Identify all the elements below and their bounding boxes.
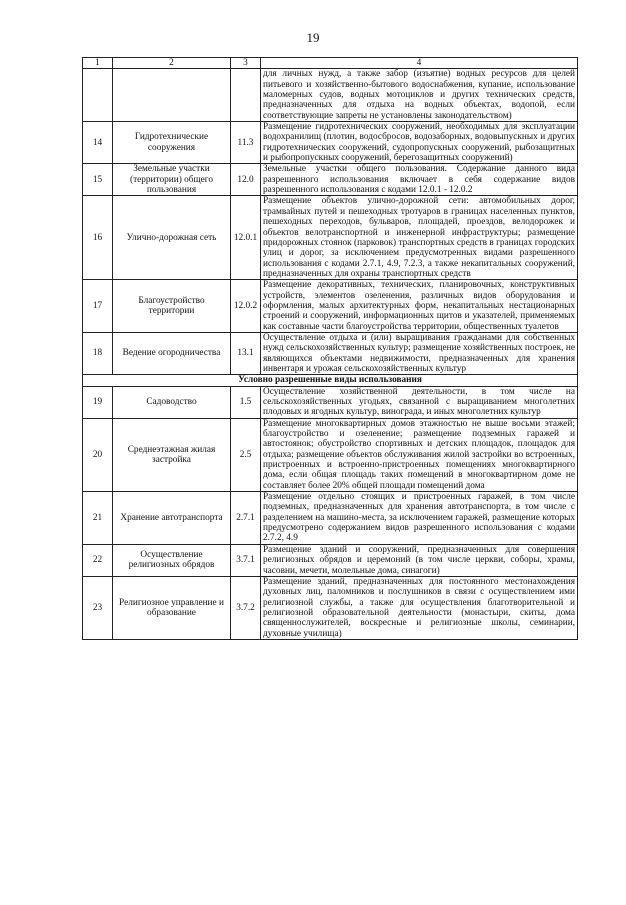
- use-code: 11.3: [231, 122, 261, 164]
- use-code: 12.0.1: [231, 196, 261, 280]
- use-code: 2.7.1: [231, 492, 261, 545]
- section-title: Условно разрешенные виды использования: [83, 375, 578, 386]
- use-name: Садоводство: [113, 386, 231, 418]
- row-number: 20: [83, 418, 113, 491]
- use-description: Размещение зданий, предназначенных для постоянного местонахождения духовных лиц, паломников и послушников в связи с осуществлением ими религиозной службы, а также для осуществления благотворительной и религиозной образовательной деятельности (монастыри, скиты, дома священнослужителей, воскресные и религиозные школы, семинарии, духовные училища): [261, 576, 578, 639]
- column-header-3: 3: [231, 58, 261, 69]
- use-name: Хранение автотранспорта: [113, 492, 231, 545]
- use-description: Осуществление хозяйственной деятельности, в том числе на сельскохозяйственных угодьях, связанной с выращиванием многолетних плодовых и ягодных культур, винограда, и иных многолетних культур: [261, 386, 578, 418]
- use-code: 3.7.2: [231, 576, 261, 639]
- row-number: [83, 69, 113, 122]
- use-name: Гидротехнические сооружения: [113, 122, 231, 164]
- use-name: Религиозное управление и образование: [113, 576, 231, 639]
- row-number: 22: [83, 544, 113, 576]
- use-code: 12.0: [231, 164, 261, 196]
- use-code: 1.5: [231, 386, 261, 418]
- use-description: Осуществление отдыха и (или) выращивания гражданами для собственных нужд сельскохозяйственных культур; размещение хозяйственных построек, не являющихся объектами недвижимости, предназначенных для хранения инвентаря и урожая сельскохозяйственных культур: [261, 332, 578, 374]
- use-code: 2.5: [231, 418, 261, 491]
- row-number: 16: [83, 196, 113, 280]
- use-code: 12.0.2: [231, 280, 261, 333]
- use-name: Улично-дорожная сеть: [113, 196, 231, 280]
- use-code: [231, 69, 261, 122]
- use-code: 3.7.1: [231, 544, 261, 576]
- table-row: [83, 492, 578, 545]
- use-name: [113, 69, 231, 122]
- row-number: 19: [83, 386, 113, 418]
- table-row: [83, 576, 578, 639]
- use-code: 13.1: [231, 332, 261, 374]
- use-description: Размещение декоративных, технических, планировочных, конструктивных устройств, элементов озеленения, различных видов оборудования и оформления, малых архитектурных форм, некапитальных нестационарных строений и сооружений, информационных щитов и указателей, применяемых как составные части благоустройства территории, общественных туалетов: [261, 280, 578, 333]
- row-number: 15: [83, 164, 113, 196]
- column-header-2: 2: [113, 58, 231, 69]
- table-row: [83, 164, 578, 196]
- use-description: Размещение объектов улично-дорожной сети: автомобильных дорог, трамвайных путей и пешеходных тротуаров в границах населенных пунктов, пешеходных переходов, бульваров, площадей, проездов, велодорожек и объектов велотранспортной и инженерной инфраструктуры; размещение придорожных стоянок (парковок) транспортных средств в границах городских улиц и дорог, за исключением предусмотренных видами разрешенного использования с кодами 2.7.1, 4.9, 7.2.3, а также некапитальных сооружений, предназначенных для охраны транспортных средств: [261, 196, 578, 280]
- use-description: Размещение зданий и сооружений, предназначенных для совершения религиозных обрядов и церемоний (в том числе церкви, соборы, храмы, часовни, мечети, молельные дома, синагоги): [261, 544, 578, 576]
- table-row: [83, 418, 578, 491]
- section-header-row: [83, 375, 578, 386]
- table-row: [83, 69, 578, 122]
- column-header-4: 4: [261, 58, 578, 69]
- use-name: Ведение огородничества: [113, 332, 231, 374]
- use-name: Благоустройство территории: [113, 280, 231, 333]
- column-header-1: 1: [83, 58, 113, 69]
- use-name: Осуществление религиозных обрядов: [113, 544, 231, 576]
- row-number: 14: [83, 122, 113, 164]
- use-description: Земельные участки общего пользования. Содержание данного вида разрешенного использования включает в себя содержание видов разрешенного использования с кодами 12.0.1 - 12.0.2: [261, 164, 578, 196]
- use-name: Среднеэтажная жилая застройка: [113, 418, 231, 491]
- table-row: [83, 122, 578, 164]
- use-name: Земельные участки (территории) общего пользования: [113, 164, 231, 196]
- row-number: 23: [83, 576, 113, 639]
- row-number: 18: [83, 332, 113, 374]
- row-number: 17: [83, 280, 113, 333]
- land-use-table: [82, 57, 578, 640]
- page-number: 19: [306, 30, 320, 45]
- use-description: для личных нужд, а также забор (изъятие) водных ресурсов для целей питьевого и хозяйственно-бытового водоснабжения, купание, использование маломерных судов, водных мотоциклов и других технических средств, предназначенных для отдыха на водных объектах, водопой, если соответствующие запреты не установлены законодательством): [261, 69, 578, 122]
- table-row: [83, 544, 578, 576]
- row-number: 21: [83, 492, 113, 545]
- use-description: Размещение многоквартирных домов этажностью не выше восьми этажей; благоустройство и озеленение; размещение подземных гаражей и автостоянок; обустройство спортивных и детских площадок, площадок для отдыха; размещение объектов обслуживания жилой застройки во встроенных, пристроенных и встроенно-пристроенных помещениях многоквартирного дома, если общая площадь таких помещений в многоквартирном доме не составляет более 20% общей площади помещений дома: [261, 418, 578, 491]
- use-description: Размещение отдельно стоящих и пристроенных гаражей, в том числе подземных, предназначенных для хранения автотранспорта, в том числе с разделением на машино-места, за исключением гаражей, размещение которых предусмотрено содержанием видов разрешенного использования с кодами 2.7.2, 4.9: [261, 492, 578, 545]
- table-row: [83, 280, 578, 333]
- table-row: [83, 196, 578, 280]
- table-row: [83, 386, 578, 418]
- table-row: [83, 332, 578, 374]
- use-description: Размещение гидротехнических сооружений, необходимых для эксплуатации водохранилищ (плотин, водосбросов, водозаборных, водовыпускных и других гидротехнических сооружений, судопропускных сооружений, рыбозащитных и рыбопропускных сооружений, берегозащитных сооружений): [261, 122, 578, 164]
- table-header-row: [83, 58, 578, 69]
